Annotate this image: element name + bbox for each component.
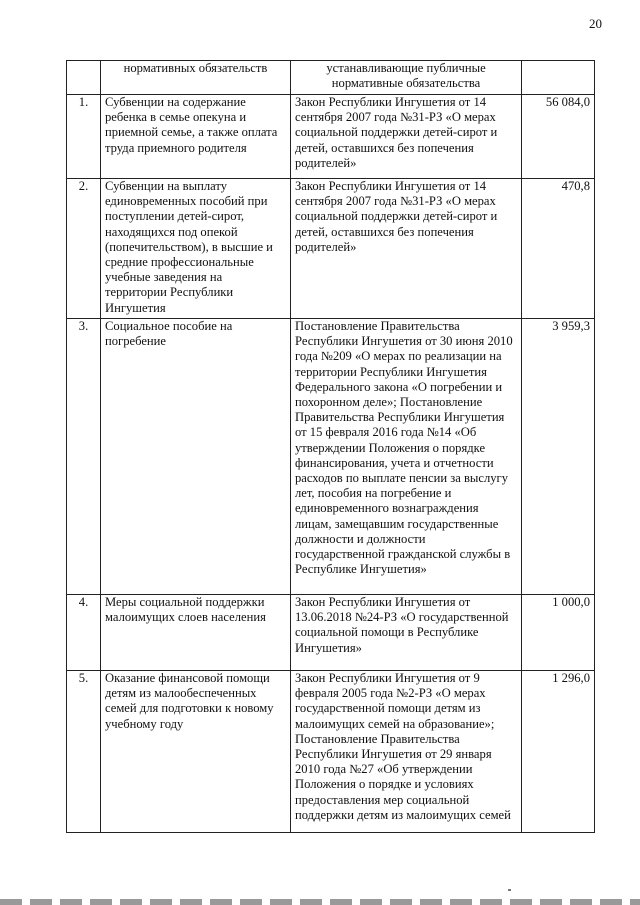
obligation-name: Меры социальной поддержки малоимущих слоев населения	[101, 595, 291, 671]
table-header-row	[67, 61, 595, 95]
amount-value: 1 296,0	[522, 671, 595, 833]
scan-speck	[508, 889, 511, 891]
obligation-name: Субвенции на выплату единовременных пособий при поступлении детей-сирот, находящихся под опекой (попечительством), в высшие и средние профессиональные учебные заведения на территории Республики Ингушетия	[101, 179, 291, 319]
row-number: 4.	[67, 595, 101, 671]
table-row	[67, 95, 595, 179]
obligations-table	[66, 60, 595, 833]
scan-edge-artifact	[0, 899, 640, 905]
header-amount-cell	[522, 61, 595, 95]
legal-basis: Постановление Правительства Республики Ингушетия от 30 июня 2010 года №209 «О мерах по реализации на территории Республики Ингушетия Федерального закона «О погребении и похоронном деле»; Постановление Правительства Республики Ингушетия от 15 февраля 2016 года №14 «Об утверждении Положения о порядке финансирования, учета и отчетности расходов по выплате пенсии за выслугу лет, пособия на погребение и единовременного вознаграждения лицам, замещавшим государственные должности и должности государственной гражданской службы в Республике Ингушетия»	[291, 319, 522, 595]
table-row	[67, 595, 595, 671]
amount-value: 470,8	[522, 179, 595, 319]
obligation-name: Социальное пособие на погребение	[101, 319, 291, 595]
legal-basis: Закон Республики Ингушетия от 9 февраля 2005 года №2-РЗ «О мерах государственной помощи детям из малоимущих семей на образование»; Постановление Правительства Республики Ингушетия от 29 января 2010 года №27 «Об утверждении Положения о порядке и условиях предоставления мер социальной поддержки детям из малоимущих семей	[291, 671, 522, 833]
table-row	[67, 179, 595, 319]
page-number: 20	[589, 16, 602, 31]
amount-value: 1 000,0	[522, 595, 595, 671]
header-num-cell	[67, 61, 101, 95]
table-row	[67, 671, 595, 833]
obligation-name: Оказание финансовой помощи детям из малообеспеченных семей для подготовки к новому учебному году	[101, 671, 291, 833]
row-number: 5.	[67, 671, 101, 833]
header-basis-cell: устанавливающие публичные нормативные обязательства	[291, 61, 522, 95]
legal-basis: Закон Республики Ингушетия от 13.06.2018 №24-РЗ «О государственной социальной помощи в Республике Ингушетия»	[291, 595, 522, 671]
row-number: 2.	[67, 179, 101, 319]
amount-value: 3 959,3	[522, 319, 595, 595]
legal-basis: Закон Республики Ингушетия от 14 сентября 2007 года №31-РЗ «О мерах социальной поддержки детей-сирот и детей, оставшихся без попечения родителей»	[291, 179, 522, 319]
obligation-name: Субвенции на содержание ребенка в семье опекуна и приемной семье, а также оплата труда приемного родителя	[101, 95, 291, 179]
table-row	[67, 319, 595, 595]
amount-value: 56 084,0	[522, 95, 595, 179]
legal-basis: Закон Республики Ингушетия от 14 сентября 2007 года №31-РЗ «О мерах социальной поддержки детей-сирот и детей, оставшихся без попечения родителей»	[291, 95, 522, 179]
row-number: 1.	[67, 95, 101, 179]
header-name-cell: нормативных обязательств	[101, 61, 291, 95]
row-number: 3.	[67, 319, 101, 595]
